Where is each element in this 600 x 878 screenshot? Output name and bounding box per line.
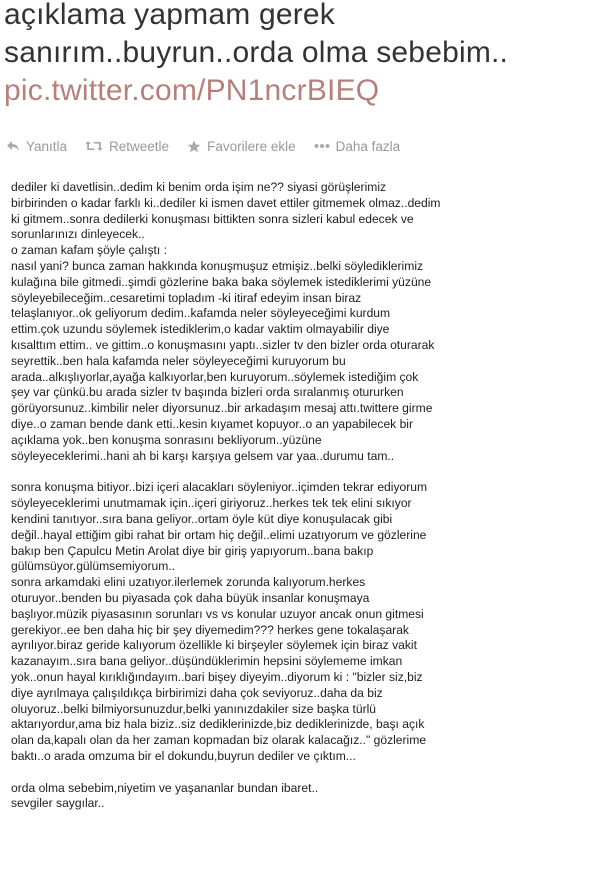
- note-line: ettim.çok uzundu söylemek istediklerim,o kadar vaktim olmayabilir diye: [11, 322, 390, 337]
- retweet-icon: [85, 140, 103, 152]
- attached-note-image: [0, 164, 600, 878]
- note-line: kısalttım ettim.. ve gittim..o konuşmasını yaptı..sizler tv den bizler orda oturarak: [11, 337, 435, 352]
- note-line: sorunlarınızı dinleyecek..: [11, 227, 145, 242]
- note-paragraph: [11, 180, 596, 464]
- note-line: başlıyor.müzik piyasasının sorunları vs vs konular uzuyor ancak onun gitmesi: [11, 606, 424, 621]
- tweet-text: [4, 0, 596, 110]
- more-dots-icon: [314, 143, 330, 149]
- tweet-actions: [6, 135, 418, 157]
- reply-button[interactable]: [6, 139, 67, 154]
- note-line: arada..alkışlıyorlar,ayağa kalkıyorlar,ben kuruyorum..söylemek istediğim çok: [11, 369, 419, 384]
- note-line: nasıl yani? bunca zaman hakkında konuşmuşuz etmişiz..belki söylediklerimiz: [11, 258, 424, 273]
- note-line: dediler ki davetlisin..dedim ki benim orda işim ne?? siyasi görüşlerimiz: [11, 180, 387, 194]
- note-line: aktarıyordur,ama biz hala biziz..siz dediklerinizde,biz dediklerinizde, başı açık: [11, 717, 425, 732]
- note-line: gülümsüyor.gülümsemiyorum..: [11, 559, 175, 574]
- paragraph-gap: [11, 765, 596, 781]
- star-icon: [187, 140, 201, 153]
- note-line: söyleyeceklerimi..hani ah bi karşı karşıya gelsem var yaa..durumu tam..: [11, 448, 395, 463]
- note-body: [11, 180, 596, 812]
- note-line: şey var çünkü.bu arada sizler tv başında bizleri orda sıralanmış otururken: [11, 385, 404, 400]
- note-line: kazanayım..sıra bana geliyor..düşündüklerimin hepsini söylememe imkan: [11, 654, 403, 669]
- tweet-text-line: sanırım..buyrun..orda olma sebebim..: [4, 36, 509, 69]
- retweet-button[interactable]: [85, 139, 169, 154]
- note-line: orda olma sebebim,niyetim ve yaşananlar bundan ibaret..: [11, 780, 319, 795]
- note-line: oturuyor..benden bu piyasada çok daha büyük insanlar konuşmaya: [11, 590, 370, 605]
- note-line: o zaman kafam şöyle çalıştı :: [11, 243, 167, 258]
- note-line: söyleyeceklerimi unutmamak için..içeri giriyoruz..herkes tek tek elini sıkıyor: [11, 496, 412, 511]
- paragraph-gap: [11, 464, 596, 480]
- note-line: sonra konuşma bitiyor..bizi içeri alacakları söyleniyor..içimden tekrar ediyorum: [11, 480, 428, 495]
- note-line: telaşlanıyor..ok geliyorum dedim..kafamda neler söyleyeceğimi kurdum: [11, 306, 391, 321]
- favorite-label: Favorilere ekle: [207, 138, 296, 154]
- reply-icon: [6, 140, 20, 152]
- note-line: seyrettik..ben hala kafamda neler söyleyeceğimi kuruyorum bu: [11, 353, 346, 368]
- note-line: kendini tanıtıyor..sıra bana geliyor..ortam öyle küt diye konuşulacak gibi: [11, 511, 393, 526]
- note-line: diye ayrılmaya çalışıldıkça birbirimizi daha çok seviyoruz..daha da biz: [11, 685, 383, 700]
- note-paragraph: [11, 480, 596, 764]
- note-line: olan da,kapalı olan da her zaman kopmadan biz olarak kalacağız.." gözlerime: [11, 733, 427, 748]
- note-line: gerekiyor..ee ben daha hiç bir şey diyemedim??? herkes gene tokalaşarak: [11, 622, 409, 637]
- note-line: açıklama yok..ben konuşma sonrasını bekliyorum..yüzüne: [11, 432, 322, 447]
- retweet-label: Retweetle: [109, 138, 170, 154]
- note-line: ayrılıyor.biraz geride kalıyorum özellikle ki birşeyler söylemek için biraz vakit: [11, 638, 417, 653]
- tweet-text-line: açıklama yapmam gerek: [4, 0, 335, 31]
- note-line: sonra arkamdaki elini uzatıyor.ilerlemek zorunda kalıyorum.herkes: [11, 575, 366, 590]
- note-line: baktı..o arada omzuma bir el dokundu,buyrun dediler ve çıktım...: [11, 748, 356, 763]
- note-line: yok..onun hayal kırıklığındayım..bari bişey diyeyim..diyorum ki : "bizler siz,biz: [11, 669, 423, 684]
- note-line: ki gitmem..sonra dedilerki konuşması bittikten sonra sizleri kabul edecek ve: [11, 211, 414, 226]
- favorite-button[interactable]: [187, 139, 296, 154]
- reply-label: Yanıtla: [26, 138, 68, 154]
- note-line: diye..o zaman bende dank etti..kesin kıyamet kopuyor..o an yapabilecek bir: [11, 416, 414, 431]
- note-line: oluyoruz..belki bilmiyorsunuzdur,belki yanınızdakiler size başka türlü: [11, 701, 377, 716]
- note-line: söyleyebileceğim..cesaretimi topladım -ki itiraf edeyim insan biraz: [11, 290, 362, 305]
- note-line: bakıp ben Çapulcu Metin Arolat diye bir giriş yapıyorum..bana bakıp: [11, 543, 374, 558]
- more-button[interactable]: [314, 139, 401, 154]
- note-line: sevgiler saygılar..: [11, 796, 105, 811]
- note-paragraph: [11, 781, 596, 813]
- more-label: Daha fazla: [335, 138, 401, 154]
- note-line: görüyorsunuz..kimbilir neler diyorsunuz..bir arkadaşım mesaj attı.twittere girme: [11, 401, 433, 416]
- tweet-image-link[interactable]: pic.twitter.com/PN1ncrBIEQ: [4, 74, 380, 107]
- note-line: birbirinden o kadar farklı ki..dediler ki ismen davet ettiler gitmemek olmaz..dedim: [11, 195, 441, 210]
- note-line: kulağına bile gitmedi..şimdi gözlerine baka baka söylemek istediklerimi yüzüne: [11, 274, 432, 289]
- note-line: değil..hayal ettiğim gibi rahat bir ortam hiç değil..elimi uzatıyorum ve gözlerine: [11, 527, 427, 542]
